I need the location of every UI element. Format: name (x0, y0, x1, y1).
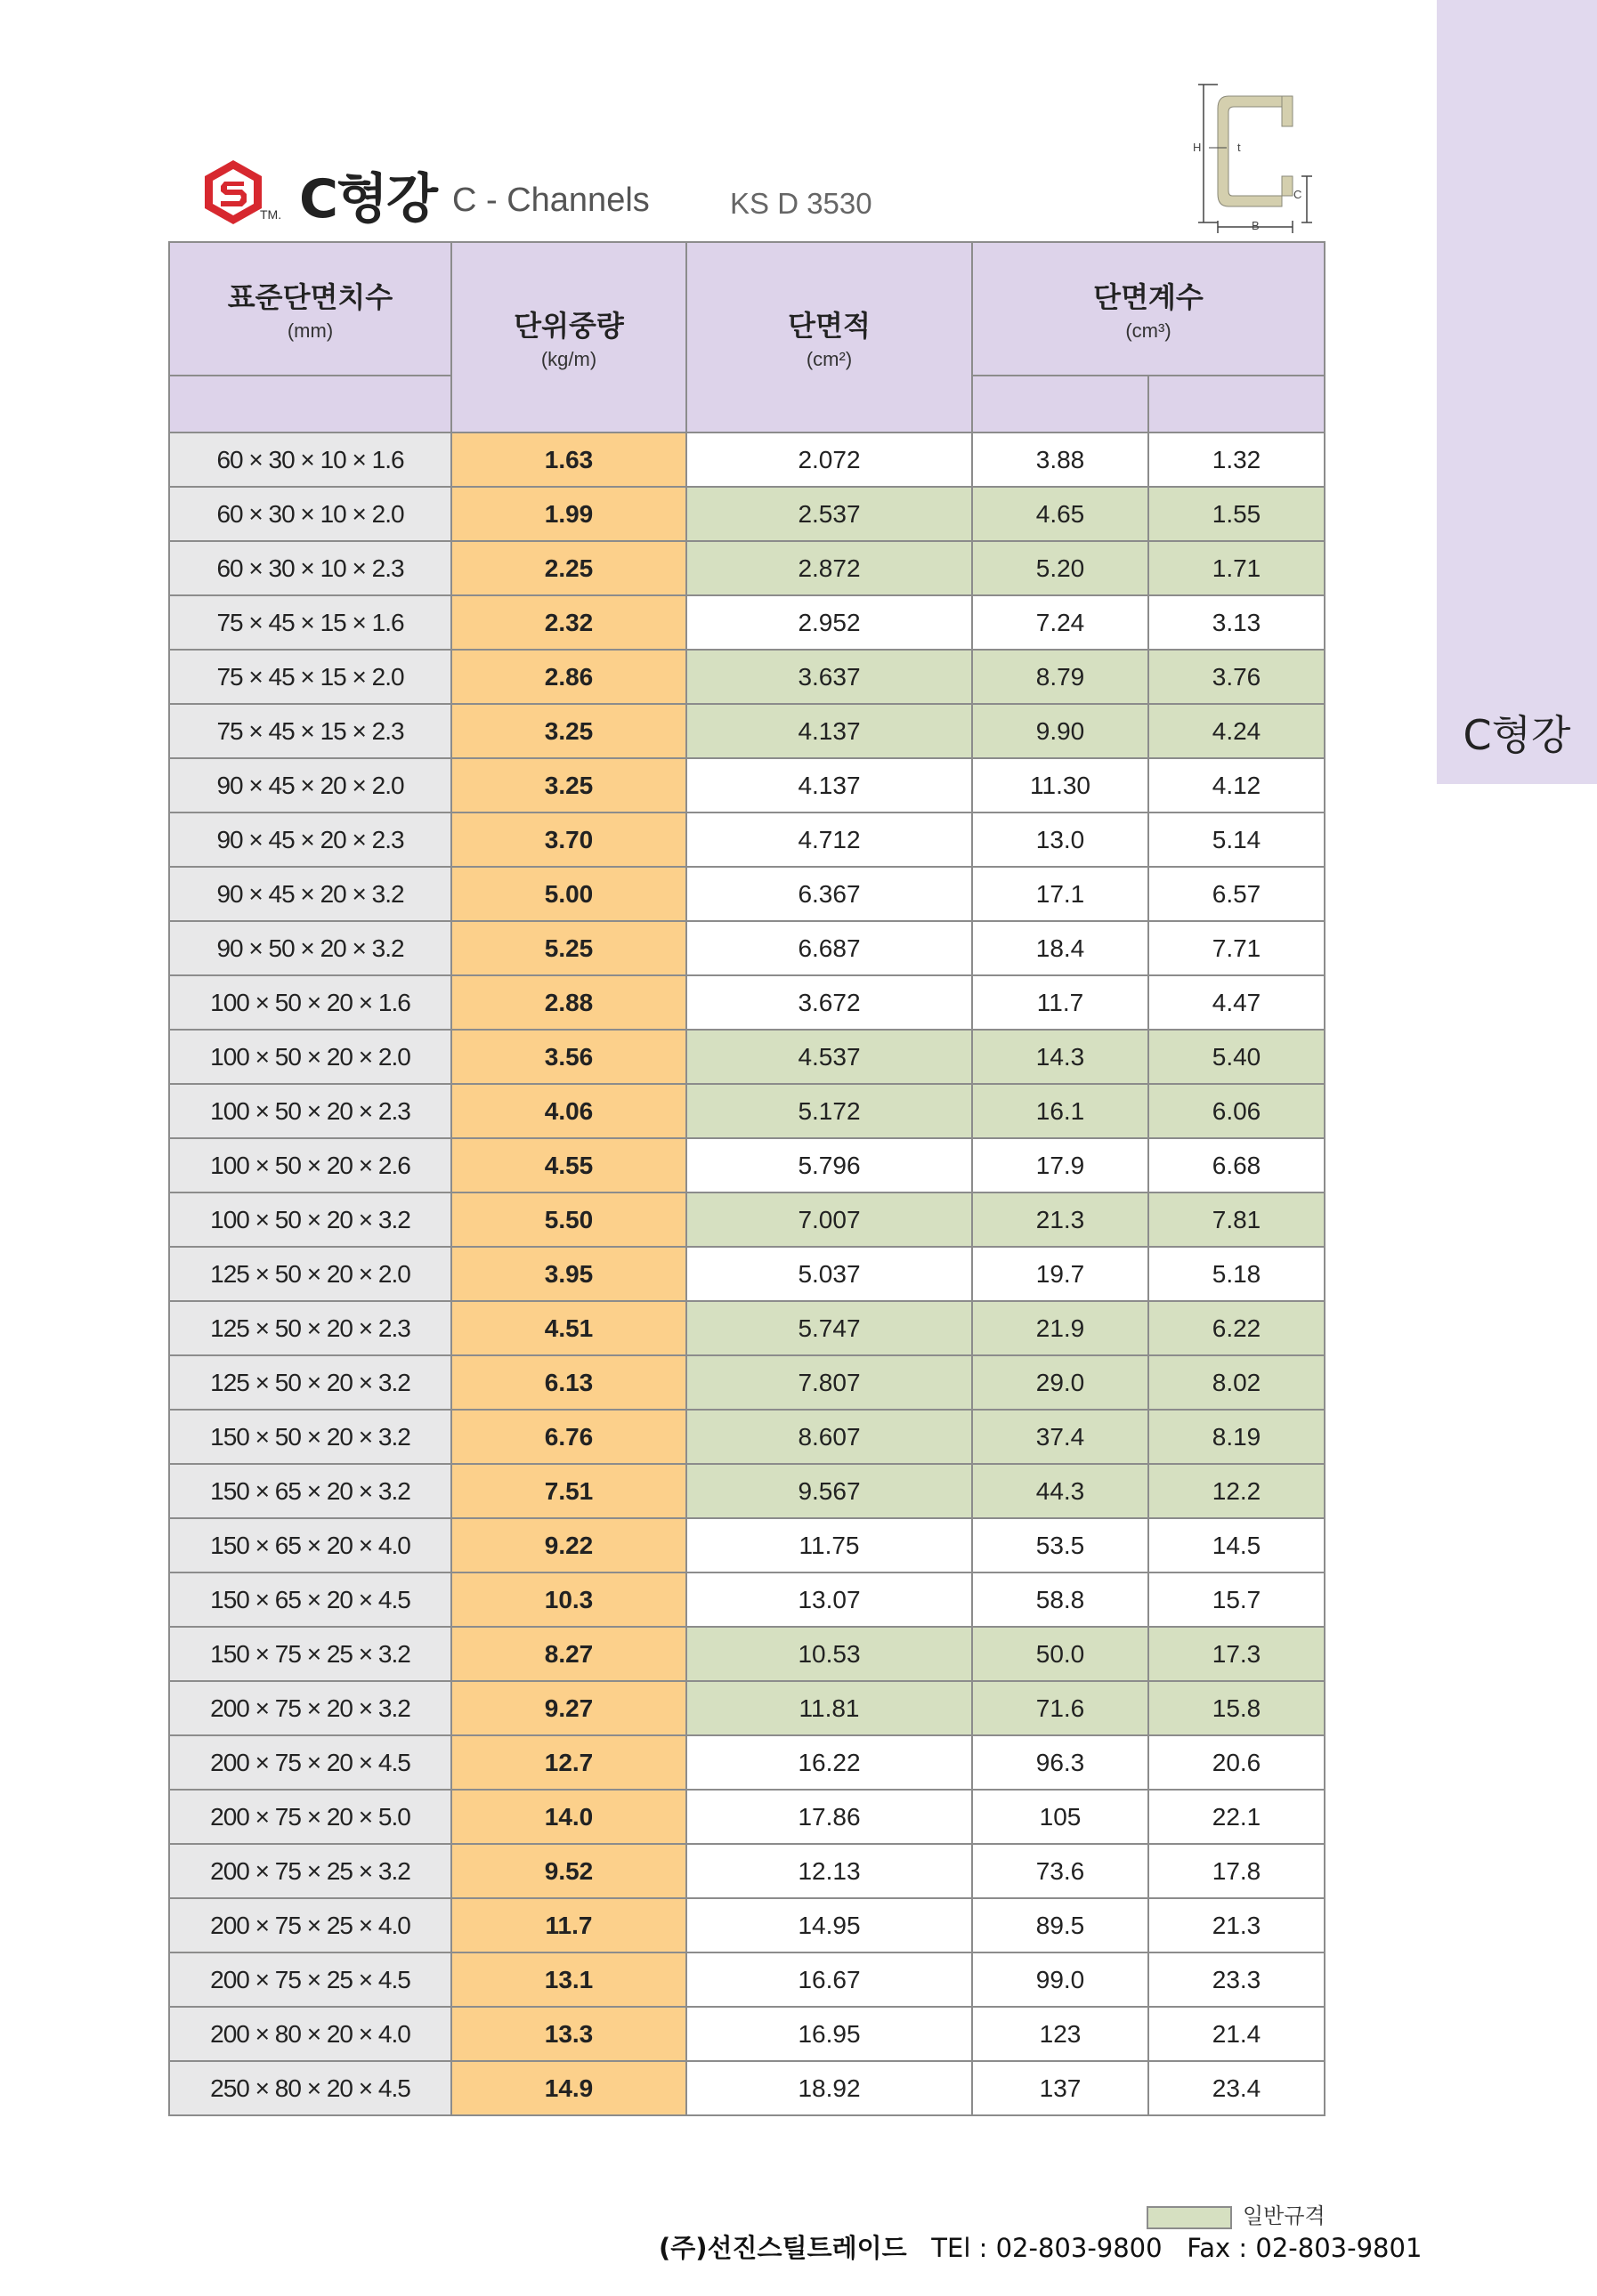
area-cell: 11.81 (686, 1681, 972, 1735)
modulus-y-cell: 5.40 (1148, 1030, 1325, 1084)
modulus-x-cell: 137 (972, 2061, 1148, 2115)
table-row (169, 1355, 1325, 1410)
weight-cell: 3.25 (451, 758, 686, 812)
modulus-y-cell: 1.32 (1148, 433, 1325, 487)
modulus-x-cell: 50.0 (972, 1627, 1148, 1681)
side-tab-label: C형강 (1463, 711, 1571, 759)
area-cell: 6.367 (686, 867, 972, 921)
table-row (169, 1572, 1325, 1627)
area-cell: 12.13 (686, 1844, 972, 1898)
modulus-x-cell: 44.3 (972, 1464, 1148, 1518)
area-cell: 8.607 (686, 1410, 972, 1464)
area-cell: 4.537 (686, 1030, 972, 1084)
dimension-cell: 100 × 50 × 20 × 2.3 (169, 1084, 451, 1138)
modulus-x-cell: 17.9 (972, 1138, 1148, 1192)
area-cell: 5.037 (686, 1247, 972, 1301)
modulus-x-cell: 8.79 (972, 650, 1148, 704)
table-row (169, 812, 1325, 867)
dimension-cell: 75 × 45 × 15 × 1.6 (169, 595, 451, 650)
area-cell: 4.137 (686, 758, 972, 812)
table-row (169, 1844, 1325, 1898)
area-cell: 4.137 (686, 704, 972, 758)
modulus-x-cell: 89.5 (972, 1898, 1148, 1952)
area-cell: 17.86 (686, 1790, 972, 1844)
table-row (169, 704, 1325, 758)
legend (1147, 2198, 1325, 2229)
table-row (169, 2007, 1325, 2061)
area-cell: 16.67 (686, 1952, 972, 2007)
page-title: C형강 (299, 168, 436, 230)
modulus-y-cell: 3.76 (1148, 650, 1325, 704)
table-row (169, 1084, 1325, 1138)
weight-cell: 14.9 (451, 2061, 686, 2115)
weight-cell: 14.0 (451, 1790, 686, 1844)
table-row (169, 1030, 1325, 1084)
modulus-y-cell: 1.71 (1148, 541, 1325, 595)
modulus-x-cell: 53.5 (972, 1518, 1148, 1572)
modulus-y-cell: 22.1 (1148, 1790, 1325, 1844)
dimension-cell: 90 × 45 × 20 × 2.0 (169, 758, 451, 812)
modulus-y-cell: 23.4 (1148, 2061, 1325, 2115)
modulus-x-cell: 19.7 (972, 1247, 1148, 1301)
weight-cell: 1.99 (451, 487, 686, 541)
table-row (169, 433, 1325, 487)
area-cell: 16.22 (686, 1735, 972, 1790)
area-cell: 6.687 (686, 921, 972, 975)
table-row (169, 595, 1325, 650)
area-cell: 13.07 (686, 1572, 972, 1627)
spec-table (168, 241, 1325, 2116)
dimension-cell: 150 × 75 × 25 × 3.2 (169, 1627, 451, 1681)
modulus-y-cell: 4.12 (1148, 758, 1325, 812)
modulus-x-cell: 58.8 (972, 1572, 1148, 1627)
modulus-y-cell: 14.5 (1148, 1518, 1325, 1572)
modulus-x-cell: 29.0 (972, 1355, 1148, 1410)
table-row (169, 1464, 1325, 1518)
header-modulus-unit: (cm³) (1125, 319, 1171, 342)
modulus-x-cell: 11.7 (972, 975, 1148, 1030)
area-cell: 5.796 (686, 1138, 972, 1192)
modulus-y-cell: 6.22 (1148, 1301, 1325, 1355)
weight-cell: 2.32 (451, 595, 686, 650)
weight-cell: 4.06 (451, 1084, 686, 1138)
weight-cell: 10.3 (451, 1572, 686, 1627)
area-cell: 2.537 (686, 487, 972, 541)
dimension-cell: 125 × 50 × 20 × 2.3 (169, 1301, 451, 1355)
dimension-cell: 75 × 45 × 15 × 2.0 (169, 650, 451, 704)
weight-cell: 13.1 (451, 1952, 686, 2007)
header-weight (451, 242, 686, 433)
table-row (169, 1790, 1325, 1844)
spec-table-wrapper (168, 241, 1324, 2116)
area-cell: 14.95 (686, 1898, 972, 1952)
modulus-y-cell: 3.13 (1148, 595, 1325, 650)
modulus-x-cell: 21.9 (972, 1301, 1148, 1355)
weight-cell: 9.27 (451, 1681, 686, 1735)
header-area-unit: (cm²) (806, 348, 853, 370)
weight-cell: 1.63 (451, 433, 686, 487)
weight-cell: 5.50 (451, 1192, 686, 1247)
table-row (169, 1735, 1325, 1790)
area-cell: 2.872 (686, 541, 972, 595)
dimension-cell: 200 × 75 × 25 × 4.5 (169, 1952, 451, 2007)
weight-cell: 9.22 (451, 1518, 686, 1572)
modulus-y-cell: 15.7 (1148, 1572, 1325, 1627)
weight-cell: 13.3 (451, 2007, 686, 2061)
table-row (169, 975, 1325, 1030)
weight-cell: 7.51 (451, 1464, 686, 1518)
weight-cell: 5.00 (451, 867, 686, 921)
weight-cell: 9.52 (451, 1844, 686, 1898)
modulus-x-cell: 5.20 (972, 541, 1148, 595)
modulus-y-cell: 15.8 (1148, 1681, 1325, 1735)
weight-cell: 3.25 (451, 704, 686, 758)
table-row (169, 1301, 1325, 1355)
table-row (169, 758, 1325, 812)
modulus-x-cell: 18.4 (972, 921, 1148, 975)
modulus-x-cell: 3.88 (972, 433, 1148, 487)
modulus-y-cell: 5.14 (1148, 812, 1325, 867)
weight-cell: 3.70 (451, 812, 686, 867)
dimension-cell: 100 × 50 × 20 × 2.6 (169, 1138, 451, 1192)
modulus-x-cell: 96.3 (972, 1735, 1148, 1790)
modulus-x-cell: 73.6 (972, 1844, 1148, 1898)
modulus-y-cell: 1.55 (1148, 487, 1325, 541)
header-area (686, 242, 972, 433)
weight-cell: 3.56 (451, 1030, 686, 1084)
header-modulus (972, 242, 1325, 376)
table-row (169, 1627, 1325, 1681)
table-row (169, 2061, 1325, 2115)
weight-cell: 8.27 (451, 1627, 686, 1681)
modulus-x-cell: 14.3 (972, 1030, 1148, 1084)
svg-text:B: B (1252, 219, 1260, 232)
area-cell: 9.567 (686, 1464, 972, 1518)
modulus-y-cell: 6.06 (1148, 1084, 1325, 1138)
dimension-cell: 60 × 30 × 10 × 1.6 (169, 433, 451, 487)
table-row (169, 921, 1325, 975)
modulus-y-cell: 21.3 (1148, 1898, 1325, 1952)
area-cell: 10.53 (686, 1627, 972, 1681)
dimension-cell: 60 × 30 × 10 × 2.0 (169, 487, 451, 541)
modulus-y-cell: 21.4 (1148, 2007, 1325, 2061)
area-cell: 18.92 (686, 2061, 972, 2115)
dimension-cell: 60 × 30 × 10 × 2.3 (169, 541, 451, 595)
table-row (169, 1952, 1325, 2007)
modulus-y-cell: 8.19 (1148, 1410, 1325, 1464)
c-channel-diagram-icon (1184, 80, 1317, 240)
table-row (169, 1410, 1325, 1464)
footer-fax: Fax : 02-803-9801 (1187, 2233, 1423, 2263)
dimension-cell: 150 × 65 × 20 × 4.0 (169, 1518, 451, 1572)
dimension-cell: 125 × 50 × 20 × 3.2 (169, 1355, 451, 1410)
modulus-x-cell: 123 (972, 2007, 1148, 2061)
area-cell: 3.672 (686, 975, 972, 1030)
trademark-mark: TM. (260, 207, 282, 222)
svg-text:H: H (1193, 141, 1202, 154)
weight-cell: 4.51 (451, 1301, 686, 1355)
table-row (169, 487, 1325, 541)
area-cell: 3.637 (686, 650, 972, 704)
modulus-x-cell: 37.4 (972, 1410, 1148, 1464)
area-cell: 7.007 (686, 1192, 972, 1247)
dimension-cell: 150 × 65 × 20 × 3.2 (169, 1464, 451, 1518)
modulus-y-cell: 7.81 (1148, 1192, 1325, 1247)
modulus-y-cell: 4.47 (1148, 975, 1325, 1030)
modulus-y-cell: 17.8 (1148, 1844, 1325, 1898)
area-cell: 5.747 (686, 1301, 972, 1355)
table-row (169, 1681, 1325, 1735)
table-row (169, 1247, 1325, 1301)
svg-text:C: C (1293, 188, 1302, 201)
modulus-x-cell: 13.0 (972, 812, 1148, 867)
dimension-cell: 200 × 75 × 20 × 4.5 (169, 1735, 451, 1790)
header-dimension-unit: (mm) (287, 319, 334, 342)
dimension-cell: 200 × 75 × 25 × 4.0 (169, 1898, 451, 1952)
header-dimension-sub (169, 376, 451, 433)
modulus-x-cell: 17.1 (972, 867, 1148, 921)
dimension-cell: 90 × 45 × 20 × 2.3 (169, 812, 451, 867)
dimension-cell: 200 × 75 × 20 × 3.2 (169, 1681, 451, 1735)
modulus-x-cell: 105 (972, 1790, 1148, 1844)
modulus-y-cell: 8.02 (1148, 1355, 1325, 1410)
area-cell: 5.172 (686, 1084, 972, 1138)
dimension-cell: 90 × 45 × 20 × 3.2 (169, 867, 451, 921)
footer-company: (주)선진스틸트레이드 (659, 2233, 907, 2263)
table-row (169, 1898, 1325, 1952)
modulus-y-cell: 7.71 (1148, 921, 1325, 975)
footer-tel: TEl : 02-803-9800 (931, 2233, 1163, 2263)
dimension-cell: 200 × 75 × 20 × 5.0 (169, 1790, 451, 1844)
table-row (169, 650, 1325, 704)
page-subtitle: C - Channels (452, 182, 650, 219)
weight-cell: 11.7 (451, 1898, 686, 1952)
svg-text:t: t (1237, 141, 1241, 154)
modulus-x-cell: 11.30 (972, 758, 1148, 812)
modulus-x-cell: 16.1 (972, 1084, 1148, 1138)
footer-contact (659, 2228, 1422, 2265)
table-row (169, 1138, 1325, 1192)
weight-cell: 5.25 (451, 921, 686, 975)
dimension-cell: 125 × 50 × 20 × 2.0 (169, 1247, 451, 1301)
header-modulus-sub-x (972, 376, 1148, 433)
weight-cell: 2.86 (451, 650, 686, 704)
weight-cell: 2.25 (451, 541, 686, 595)
dimension-cell: 100 × 50 × 20 × 3.2 (169, 1192, 451, 1247)
dimension-cell: 250 × 80 × 20 × 4.5 (169, 2061, 451, 2115)
dimension-cell: 200 × 80 × 20 × 4.0 (169, 2007, 451, 2061)
legend-label: 일반규격 (1243, 2204, 1325, 2228)
modulus-y-cell: 17.3 (1148, 1627, 1325, 1681)
modulus-y-cell: 6.57 (1148, 867, 1325, 921)
header-modulus-sub-y (1148, 376, 1325, 433)
area-cell: 11.75 (686, 1518, 972, 1572)
dimension-cell: 100 × 50 × 20 × 1.6 (169, 975, 451, 1030)
table-row (169, 1192, 1325, 1247)
modulus-x-cell: 99.0 (972, 1952, 1148, 2007)
dimension-cell: 75 × 45 × 15 × 2.3 (169, 704, 451, 758)
weight-cell: 6.13 (451, 1355, 686, 1410)
weight-cell: 3.95 (451, 1247, 686, 1301)
weight-cell: 2.88 (451, 975, 686, 1030)
weight-cell: 12.7 (451, 1735, 686, 1790)
dimension-cell: 200 × 75 × 25 × 3.2 (169, 1844, 451, 1898)
modulus-y-cell: 5.18 (1148, 1247, 1325, 1301)
modulus-x-cell: 71.6 (972, 1681, 1148, 1735)
header-dimension-label: 표준단면치수 (227, 280, 393, 314)
table-row (169, 867, 1325, 921)
area-cell: 2.072 (686, 433, 972, 487)
weight-cell: 4.55 (451, 1138, 686, 1192)
modulus-x-cell: 21.3 (972, 1192, 1148, 1247)
dimension-cell: 150 × 50 × 20 × 3.2 (169, 1410, 451, 1464)
area-cell: 4.712 (686, 812, 972, 867)
area-cell: 2.952 (686, 595, 972, 650)
legend-swatch (1147, 2206, 1232, 2229)
area-cell: 16.95 (686, 2007, 972, 2061)
table-row (169, 541, 1325, 595)
header-modulus-label: 단면계수 (1093, 280, 1204, 314)
weight-cell: 6.76 (451, 1410, 686, 1464)
modulus-y-cell: 20.6 (1148, 1735, 1325, 1790)
table-body (169, 433, 1325, 2115)
modulus-y-cell: 4.24 (1148, 704, 1325, 758)
modulus-y-cell: 23.3 (1148, 1952, 1325, 2007)
modulus-y-cell: 6.68 (1148, 1138, 1325, 1192)
modulus-y-cell: 12.2 (1148, 1464, 1325, 1518)
area-cell: 7.807 (686, 1355, 972, 1410)
modulus-x-cell: 4.65 (972, 487, 1148, 541)
header-weight-label: 단위중량 (514, 309, 624, 343)
dimension-cell: 100 × 50 × 20 × 2.0 (169, 1030, 451, 1084)
company-logo-icon (199, 158, 267, 226)
modulus-x-cell: 7.24 (972, 595, 1148, 650)
header-weight-unit: (kg/m) (540, 348, 597, 370)
standard-code: KS D 3530 (730, 187, 872, 220)
table-row (169, 1518, 1325, 1572)
dimension-cell: 90 × 50 × 20 × 3.2 (169, 921, 451, 975)
header-dimension (169, 242, 451, 376)
header-area-label: 단면적 (788, 309, 871, 343)
dimension-cell: 150 × 65 × 20 × 4.5 (169, 1572, 451, 1627)
side-tab (1437, 0, 1597, 784)
modulus-x-cell: 9.90 (972, 704, 1148, 758)
